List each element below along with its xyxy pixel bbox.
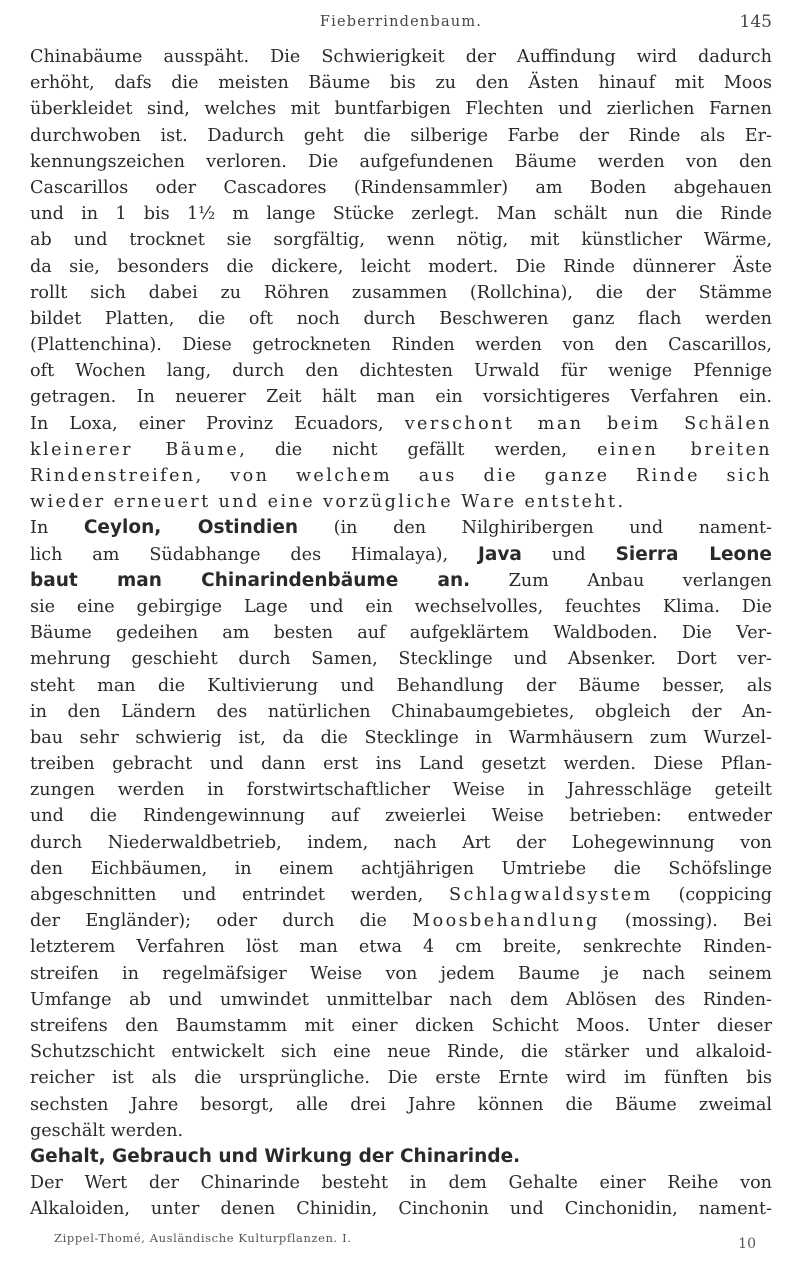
text-run: sie eine gebirgige Lage und ein wechselvolles, feuchtes Klima. Die (30, 596, 772, 617)
text-run: da sie, besonders die dickere, leicht modert. Die Rinde dünnerer Äste (30, 256, 772, 277)
text-run: (in den Nilghiribergen und nament- (298, 518, 772, 539)
emphasized-text: wieder erneuert und eine vorzügliche Ware entsteht. (30, 492, 626, 513)
text-line (30, 332, 772, 358)
text-run: kennungszeichen verloren. Die aufgefundenen Bäume werden von den (30, 151, 772, 172)
text-line (30, 856, 772, 882)
running-title: Fieberrindenbaum. (319, 14, 483, 30)
text-run: der Engländer); oder durch die (30, 911, 413, 932)
text-run: erhöht, dafs die meisten Bäume bis zu den Ästen hinauf mit Moos (30, 73, 772, 94)
text-run: Umfange ab und umwindet unmittelbar nach dem Ablösen des Rinden- (30, 989, 772, 1010)
text-run: treiben gebracht und dann erst ins Land gesetzt werden. Diese Pflan- (30, 754, 772, 775)
bold-text: Gehalt, Gebrauch und Wirkung der Chinarinde. (30, 1145, 521, 1167)
text-line (30, 280, 772, 306)
text-run: Der Wert der Chinarinde besteht in dem Gehalte einer Reihe von (30, 1173, 772, 1194)
bold-text: Sierra Leone (615, 543, 772, 565)
text-line (30, 515, 772, 541)
text-line (30, 777, 772, 803)
text-run: streifen in regelmäfsiger Weise von jedem Baume je nach seinem (30, 963, 772, 984)
text-run: In Loxa, einer Provinz Ecuadors, (30, 413, 405, 434)
text-run: Zum Anbau verlangen (470, 570, 772, 591)
text-line (30, 1092, 772, 1118)
text-run: in den Ländern des natürlichen Chinabaumgebietes, obgleich der An- (30, 701, 772, 722)
emphasized-text: Rindenstreifen, von welchem aus die ganze Rinde sich (30, 466, 772, 486)
emphasized-text: verschont man beim Schälen (404, 413, 772, 434)
text-line (30, 463, 772, 489)
text-run: und (521, 544, 616, 565)
footer-citation: Zippel-Thomé, Ausländische Kulturpflanzen. I. (54, 1231, 352, 1245)
text-line (30, 1196, 772, 1222)
text-line (30, 358, 772, 384)
text-line (30, 1013, 772, 1039)
text-line (30, 934, 772, 960)
text-line (30, 254, 772, 280)
text-run: In (30, 518, 84, 539)
emphasized-text: kleinerer Bäume (30, 439, 240, 460)
text-run: getragen. In neuerer Zeit hält man ein vorsichtigeres Verfahren ein. (30, 387, 772, 408)
text-line (30, 1170, 772, 1196)
text-line (30, 437, 772, 463)
text-run: reicher ist als die ursprüngliche. Die erste Ernte wird im fünften bis (30, 1068, 772, 1089)
emphasized-text: Moosbehandlung (412, 911, 600, 932)
body-text (30, 44, 772, 1222)
text-run: und in 1 bis 1½ m lange Stücke zerlegt. Man schält nun die Rinde (30, 204, 772, 225)
text-run: oft Wochen lang, durch den dichtesten Urwald für wenige Pfennige (30, 361, 772, 382)
text-line (30, 489, 772, 515)
text-run: überkleidet sind, welches mit buntfarbigen Flechten und zierlichen Farnen (30, 99, 772, 120)
text-run: bildet Platten, die oft noch durch Beschweren ganz flach werden (30, 308, 772, 329)
text-line (30, 882, 772, 908)
text-line (30, 384, 772, 410)
emphasized-text: Schlagwaldsystem (449, 885, 653, 905)
text-run: den Eichbäumen, in einem achtjährigen Umtriebe die Schöfslinge (30, 858, 772, 879)
text-run: ab und trocknet sie sorgfältig, wenn nötig, mit künstlicher Wärme, (30, 230, 772, 251)
text-run: , die nicht gefällt werden, (239, 439, 598, 460)
text-line (30, 123, 772, 149)
text-run: Alkaloiden, unter denen Chinidin, Cinchonin und Cinchonidin, nament- (30, 1199, 772, 1220)
text-run: abgeschnitten und entrindet werden, (30, 885, 450, 905)
page-header (30, 10, 772, 34)
text-run: Schutzschicht entwickelt sich eine neue Rinde, die stärker und alkaloid- (30, 1042, 772, 1063)
text-run: sechsten Jahre besorgt, alle drei Jahre können die Bäume zweimal (30, 1094, 772, 1115)
bold-text: Ceylon, Ostindien (83, 517, 299, 539)
text-line (30, 44, 772, 70)
text-line (30, 1039, 772, 1065)
text-line (30, 699, 772, 725)
text-run: mehrung geschieht durch Samen, Stecklinge und Absenker. Dort ver- (30, 649, 772, 670)
sheet-number: 10 (738, 1236, 756, 1252)
page-number: 145 (739, 12, 772, 32)
text-line (30, 961, 772, 987)
text-run: und die Rindengewinnung auf zweierlei Weise betrieben: entweder (30, 806, 772, 827)
text-line (30, 1118, 772, 1144)
text-run: (coppicing (652, 885, 772, 905)
text-run: (mossing). Bei (599, 911, 772, 932)
text-run: lich am Südabhange des Himalaya), (30, 544, 478, 565)
text-line (30, 306, 772, 332)
text-line (30, 987, 772, 1013)
text-line (30, 96, 772, 122)
text-line (30, 620, 772, 646)
bold-text: Java (477, 543, 522, 565)
text-run: durchwoben ist. Dadurch geht die silberige Farbe der Rinde als Er- (30, 125, 772, 146)
text-run: geschält werden. (30, 1120, 184, 1141)
page-footer (54, 1230, 772, 1260)
text-run: letzterem Verfahren löst man etwa 4 cm breite, senkrechte Rinden- (30, 937, 772, 958)
text-run: Bäume gedeihen am besten auf aufgeklärtem Waldboden. Die Ver- (30, 623, 772, 644)
text-run: (Plattenchina). Diese getrockneten Rinden werden von den Cascarillos, (30, 335, 772, 356)
text-run: zungen werden in forstwirtschaftlicher Weise in Jahresschläge geteilt (30, 780, 772, 801)
emphasized-text: einen breiten (597, 439, 772, 460)
text-line (30, 542, 772, 568)
text-line (30, 227, 772, 253)
text-line (30, 1065, 772, 1091)
text-line (30, 725, 772, 751)
text-line (30, 594, 772, 620)
text-run: streifens den Baumstamm mit einer dicken Schicht Moos. Unter dieser (30, 1015, 772, 1036)
text-line (30, 673, 772, 699)
text-line (30, 751, 772, 777)
text-run: durch Niederwaldbetrieb, indem, nach Art der Lohegewinnung von (30, 832, 772, 853)
text-line (30, 70, 772, 96)
text-line (30, 568, 772, 594)
text-line (30, 175, 772, 201)
text-line (30, 149, 772, 175)
text-run: bau sehr schwierig ist, da die Stecklinge in Warmhäusern zum Wurzel- (30, 727, 772, 748)
text-line (30, 830, 772, 856)
text-run: steht man die Kultivierung und Behandlung der Bäume besser, als (30, 675, 772, 696)
text-line (30, 646, 772, 672)
text-run: Cascarillos oder Cascadores (Rindensammler) am Boden abgehauen (30, 177, 772, 198)
text-run: Chinabäume ausspäht. Die Schwierigkeit der Auffindung wird dadurch (30, 47, 772, 67)
bold-text: baut man Chinarindenbäume an. (30, 569, 471, 591)
text-line (30, 201, 772, 227)
text-run: rollt sich dabei zu Röhren zusammen (Rollchina), die der Stämme (30, 282, 772, 303)
section-heading (30, 1144, 772, 1170)
text-line (30, 803, 772, 829)
text-line (30, 908, 772, 934)
text-line (30, 411, 772, 437)
